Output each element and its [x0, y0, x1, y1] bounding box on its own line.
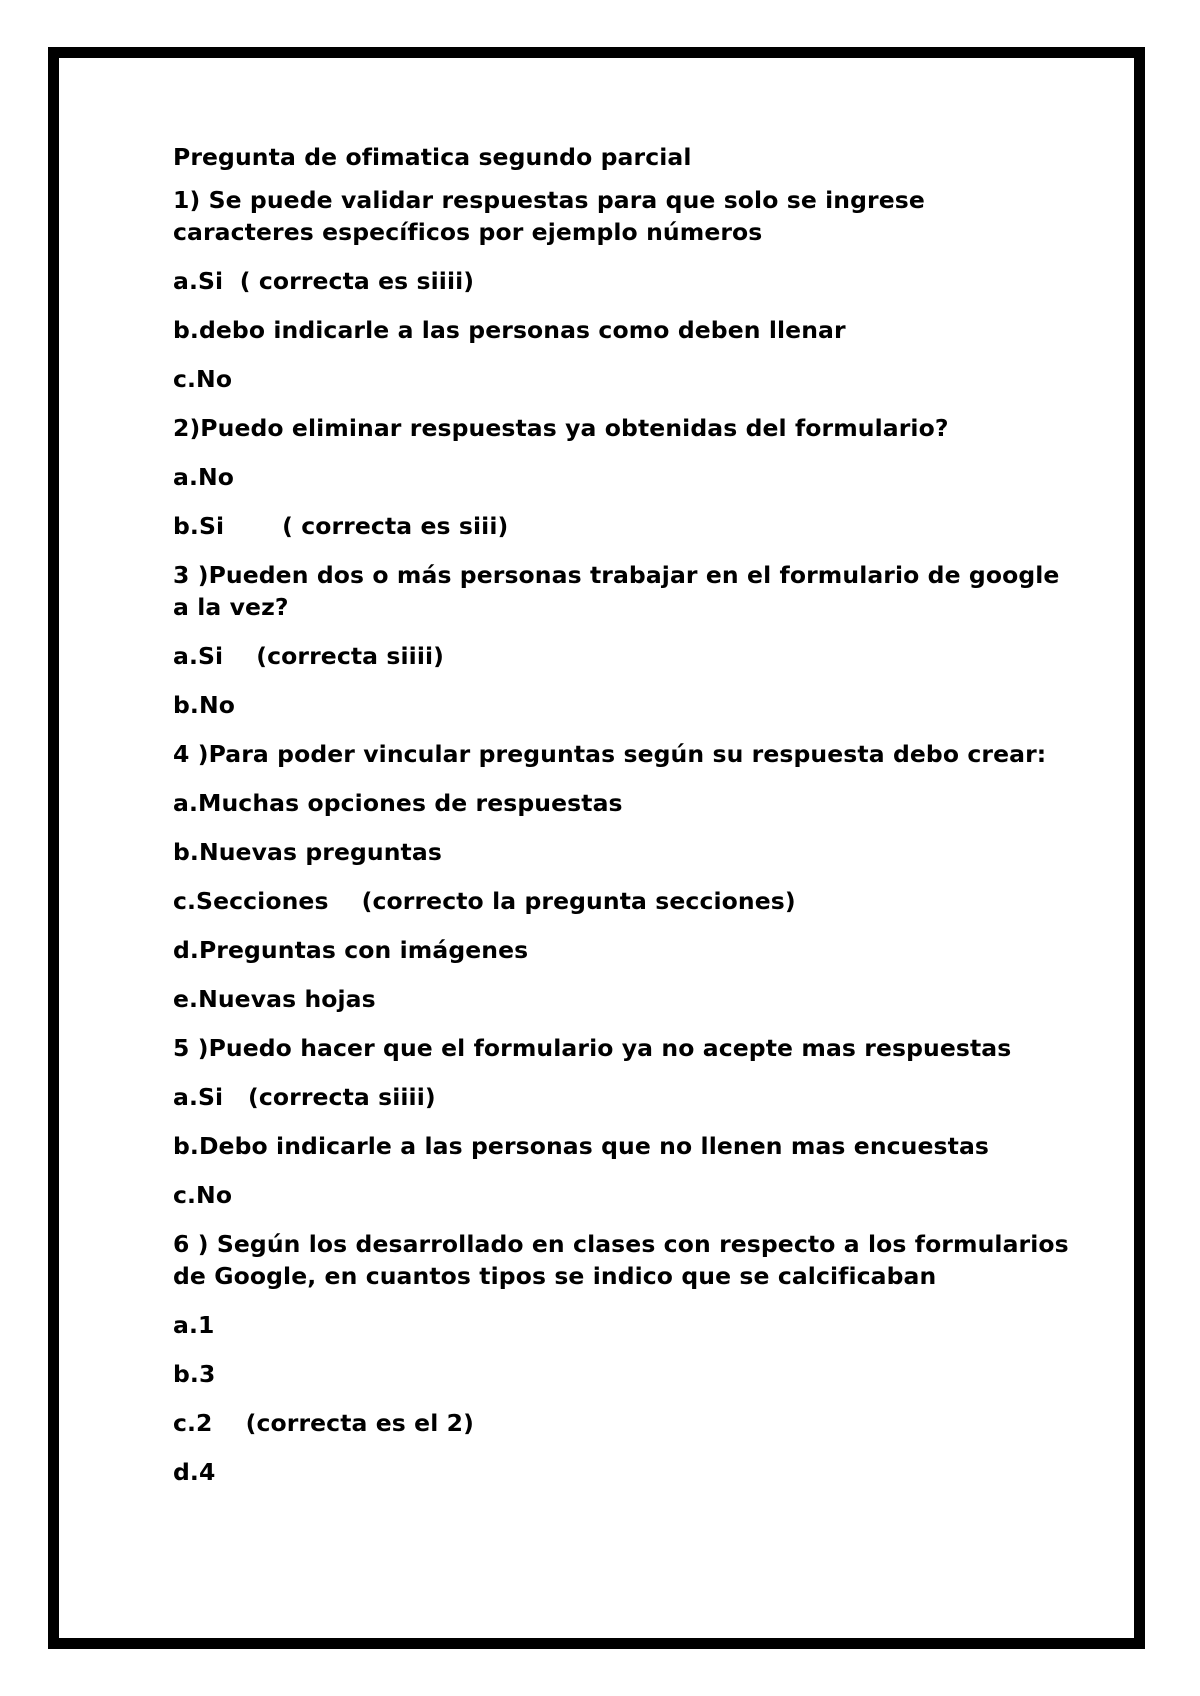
- question-4-text: 4 )Para poder vincular preguntas según su respuesta debo crear:: [173, 740, 1047, 768]
- question-6-text: 6 ) Según los desarrollado en clases con respecto a los formularios de Google, en cuantos tipos se indico que se calcificaban: [173, 1230, 1078, 1290]
- question-3-option-a: a.Si (correcta siiii): [173, 642, 444, 670]
- question-4-option-d: d.Preguntas con imágenes: [173, 936, 529, 964]
- question-2-text: 2)Puedo eliminar respuestas ya obtenidas del formulario?: [173, 414, 949, 442]
- question-1-option-a: a.Si ( correcta es siiii): [173, 267, 475, 295]
- question-1-text: 1) Se puede validar respuestas para que solo se ingrese caracteres específicos por ejemplo números: [173, 186, 934, 246]
- question-4-option-c: c.Secciones (correcto la pregunta secciones): [173, 887, 796, 915]
- question-6-option-c: c.2 (correcta es el 2): [173, 1409, 474, 1437]
- question-6-option-b: b.3: [173, 1360, 216, 1388]
- question-5-option-b: b.Debo indicarle a las personas que no llenen mas encuestas: [173, 1132, 990, 1160]
- question-2-option-b: b.Si ( correcta es siii): [173, 512, 509, 540]
- question-6-option-a: a.1: [173, 1311, 215, 1339]
- question-5-text: 5 )Puedo hacer que el formulario ya no acepte mas respuestas: [173, 1034, 1012, 1062]
- question-2-option-a: a.No: [173, 463, 234, 491]
- question-5-option-a: a.Si (correcta siiii): [173, 1083, 436, 1111]
- question-4-option-b: b.Nuevas preguntas: [173, 838, 442, 866]
- document-title: Pregunta de ofimatica segundo parcial: [173, 143, 692, 171]
- question-6-option-d: d.4: [173, 1458, 216, 1486]
- question-1-option-c: c.No: [173, 365, 233, 393]
- question-3-text: 3 )Pueden dos o más personas trabajar en el formulario de google a la vez?: [173, 561, 1068, 621]
- question-4-option-a: a.Muchas opciones de respuestas: [173, 789, 623, 817]
- question-3-option-b: b.No: [173, 691, 235, 719]
- document-body: [173, 141, 1078, 1505]
- question-5-option-c: c.No: [173, 1181, 233, 1209]
- question-4-option-e: e.Nuevas hojas: [173, 985, 376, 1013]
- question-1-option-b: b.debo indicarle a las personas como deben llenar: [173, 316, 846, 344]
